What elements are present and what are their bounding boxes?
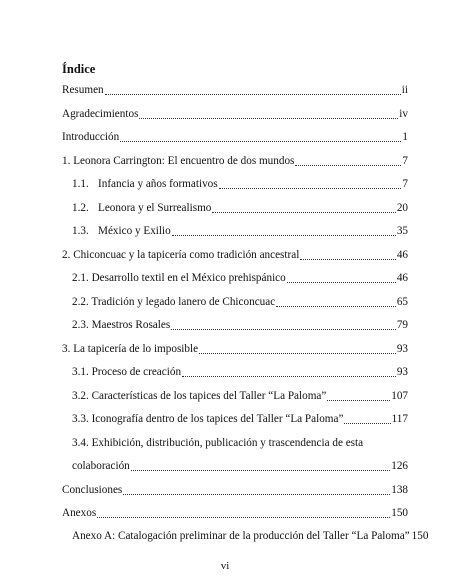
toc-entry-number: 1.2. xyxy=(72,202,89,214)
dot-leader xyxy=(212,211,395,213)
toc-entry-text: Resumen xyxy=(62,84,104,96)
toc-page-number: 150 xyxy=(411,530,429,542)
toc-entry-chapter-1[interactable] xyxy=(62,155,408,171)
toc-page-number: 1 xyxy=(402,131,408,143)
toc-page-number: 7 xyxy=(402,178,408,190)
dot-leader xyxy=(105,93,401,95)
toc-entry-anexo-a[interactable] xyxy=(72,530,429,546)
toc-entry-text: 2.3. Maestros Rosales xyxy=(72,319,171,331)
dot-leader xyxy=(300,258,395,260)
toc-entry-text: Leonora y el Surrealismo xyxy=(98,202,212,214)
toc-entry-2-2[interactable] xyxy=(72,296,408,312)
toc-page-number: 117 xyxy=(391,413,408,425)
dot-leader xyxy=(172,234,396,236)
toc-page-number: 65 xyxy=(396,296,408,308)
toc-entry-text: Anexo A: Catalogación preliminar de la producción del Taller “La Paloma” xyxy=(72,530,410,542)
toc-entry-anexos[interactable] xyxy=(62,507,408,523)
toc-entry-introduccion[interactable] xyxy=(62,131,408,147)
toc-page-number: 35 xyxy=(396,225,408,237)
toc-page-number: 79 xyxy=(396,319,408,331)
toc-entry-number: 1.1. xyxy=(72,178,89,190)
dot-leader xyxy=(295,164,401,166)
toc-entry-number: 1.3. xyxy=(72,225,89,237)
toc-entry-agradecimientos[interactable] xyxy=(62,108,408,124)
toc-entry-text: México y Exilio xyxy=(98,225,171,237)
toc-entry-chapter-2[interactable] xyxy=(62,249,408,265)
toc-entry-3-2[interactable] xyxy=(72,390,408,406)
toc-page-number: 93 xyxy=(396,366,408,378)
toc-page-number: 46 xyxy=(396,249,408,261)
dot-leader xyxy=(120,140,401,142)
toc-page-number: 46 xyxy=(396,272,408,284)
toc-page-number: 138 xyxy=(391,484,408,496)
toc-entry-3-4-line-1[interactable]: 3.4. Exhibición, distribución, publicación y trascendencia de esta xyxy=(72,437,364,449)
toc-page-number: 7 xyxy=(402,155,408,167)
toc-page-number: 20 xyxy=(396,202,408,214)
toc-entry-conclusiones[interactable] xyxy=(62,484,408,500)
toc-entry-3-1[interactable] xyxy=(72,366,408,382)
toc-entry-text: 2. Chiconcuac y la tapicería como tradición ancestral xyxy=(62,249,300,261)
dot-leader xyxy=(327,399,390,401)
dot-leader xyxy=(219,187,402,189)
toc-heading: Índice xyxy=(62,62,96,76)
dot-leader xyxy=(171,328,396,330)
dot-leader xyxy=(199,352,396,354)
toc-entry-2-3[interactable] xyxy=(72,319,408,335)
toc-entry-resumen[interactable] xyxy=(62,84,408,100)
toc-entry-2-1[interactable] xyxy=(72,272,408,288)
toc-page-number: 107 xyxy=(391,390,408,402)
toc-entry-text: 3.1. Proceso de creación xyxy=(72,366,182,378)
toc-entry-text: colaboración xyxy=(72,460,130,472)
toc-entry-1-2[interactable] xyxy=(72,202,408,218)
toc-page-number: 150 xyxy=(391,507,408,519)
toc-page-number: ii xyxy=(401,84,408,96)
toc-entry-1-1[interactable] xyxy=(72,178,408,194)
toc-entry-text: Introducción xyxy=(62,131,120,143)
dot-leader xyxy=(131,469,390,471)
dot-leader xyxy=(139,117,398,119)
dot-leader xyxy=(276,305,396,307)
toc-entry-text: Anexos xyxy=(62,507,97,519)
dot-leader xyxy=(182,375,396,377)
toc-entry-text: 1. Leonora Carrington: El encuentro de dos mundos xyxy=(62,155,295,167)
toc-page-number: iv xyxy=(399,108,408,120)
toc-entry-3-4-line-2[interactable] xyxy=(72,460,408,476)
toc-page-number: 93 xyxy=(396,343,408,355)
toc-entry-1-3[interactable] xyxy=(72,225,408,241)
dot-leader xyxy=(97,516,390,518)
toc-entry-text: 3. La tapicería de lo imposible xyxy=(62,343,199,355)
dot-leader xyxy=(287,281,396,283)
toc-entry-text: Infancia y años formativos xyxy=(98,178,218,190)
toc-entry-text: 2.2. Tradición y legado lanero de Chiconcuac xyxy=(72,296,276,308)
toc-entry-3-3[interactable] xyxy=(72,413,408,429)
toc-entry-text: Agradecimientos xyxy=(62,108,139,120)
dot-leader xyxy=(123,493,390,495)
toc-entry-text: Conclusiones xyxy=(62,484,123,496)
toc-entry-text: 2.1. Desarrollo textil en el México prehispánico xyxy=(72,272,286,284)
toc-page-number: 126 xyxy=(391,460,408,472)
toc-entry-text: 3.3. Iconografía dentro de los tapices del Taller “La Paloma” xyxy=(72,413,344,425)
toc-entry-text: 3.2. Características de los tapices del Taller “La Paloma” xyxy=(72,390,327,402)
toc-entry-chapter-3[interactable] xyxy=(62,343,408,359)
page-folio: vi xyxy=(220,560,230,572)
dot-leader xyxy=(344,422,390,424)
